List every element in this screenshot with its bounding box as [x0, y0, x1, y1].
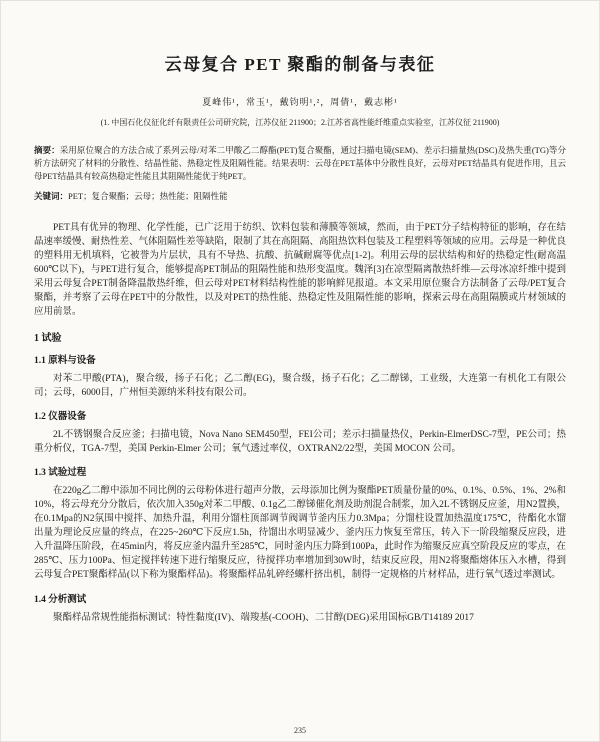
subsection-heading-materials: 1.1 原料与设备 [34, 356, 96, 367]
abstract-block [34, 144, 566, 184]
materials-paragraph: 对苯二甲酸(PTA)，聚合级，扬子石化；乙二醇(EG)，聚合级，扬子石化；乙二醇锑，工业级，大连第一有机化工有限公司；云母，6000目，广州恒美源纳米科技有限公司。 [34, 374, 566, 399]
section-heading-experiment: 1 试验 [34, 333, 62, 345]
keywords-label: 关键词： [34, 190, 69, 201]
keywords-block [34, 190, 566, 203]
analysis-paragraph: 聚酯样品常规性能指标测试：特性黏度(IV)、端羧基(-COOH)、二甘醇(DEG)采用国标GB/T14189 2017 [53, 612, 474, 623]
intro-paragraph: PET具有优异的物理、化学性能，已广泛用于纺织、饮料包装和薄膜等领域，然而，由于PET分子结构特征的影响，存在结晶速率缓慢、耐热性差、气体阻隔性差等缺陷，限制了其在高阻隔、高阻热饮料包装及工程塑料等领域的应用。云母是一种优良的塑料用无机填料，它被誉为片层状，具有不导热、抗酸、抗碱耐腐等优点[1-2]。利用云母的层状结构和好的热稳定性(耐高温600℃以下)，与PET进行复合，能够提高PET制品的阻隔性能和热形变温度。魏泽[3]在凉型隔离散热纤维—云母冰凉纤维中提到采用云母复合PET制备降温散热纤维，但云母对PET材料结构性能的影响鲜见报道。本文采用原位聚合方法制备了云母/PET复合聚酯，并考察了云母在PET中的分散性，以及对PET的热性能、热稳定性及阻隔性能的影响，探索云母在高阻隔膜或片材领域的应用前景。 [34, 222, 567, 317]
instruments-paragraph: 2L不锈钢聚合反应釜；扫描电镜，Nova Nano SEM450型，FEI公司；差示扫描量热仪，Perkin-ElmerDSC-7型，PE公司；热重分析仪，TGA-7型，美国 Perkin-Elmer 公司；氧气透过率仪，OXTRAN2/22型，美国 MOCON 公司。 [34, 430, 566, 455]
authors-line: 夏峰伟¹，常玉¹，戴钧明¹,²，周倩¹，戴志彬¹ [202, 97, 398, 107]
affiliation-line: (1. 中国石化仪征化纤有限责任公司研究院，江苏仪征 211900；2.江苏省高性能纤维重点实验室，江苏仪征 211900) [100, 118, 500, 127]
abstract-text: 采用原位聚合的方法合成了系列云母/对苯二甲酸乙二醇酯(PET)复合聚酯，通过扫描电镜(SEM)、差示扫描量热(DSC)及热失重(TG)等分析方法研究了材料的分散性、结晶性能、热稳定性及阻隔性能。结果表明：云母在PET基体中分散性良好，云母对PET结晶具有促进作用，且云母PET结晶具有较高热稳定性能且其阻隔性能优于纯PET。 [34, 145, 566, 182]
subsection-heading-analysis: 1.4 分析测试 [34, 594, 87, 605]
abstract-label: 摘要： [34, 145, 60, 155]
keywords-text: PET；复合聚酯；云母；热性能；阻隔性能 [68, 190, 228, 201]
subsection-heading-procedure: 1.3 试验过程 [34, 468, 87, 479]
subsection-heading-instruments: 1.2 仪器设备 [34, 412, 87, 423]
procedure-paragraph: 在220g乙二醇中添加不同比例的云母粉体进行超声分散，云母添加比例为聚酯PET质量份量的0%、0.1%、0.5%、1%、2%和10%，将云母充分分散后，依次加入350g对苯二甲酸、0.1g乙二醇锑催化剂及助剂混合制浆，加入2L不锈钢反应釜，用N2置换，在0.1Mpa的N2氛围中搅拌、加热升温，利用分馏柱顶部调节阀调节釜内压力0.3Mpa；分馏柱设置加热温度175℃，待酯化水馏出量为理论反应量的终点，在225~260℃下反应1.5h，待馏出水明显减少、釜内压力恢复至常压，转入下一阶段缩聚反应段，进入升温降压阶段，在45min内，将反应釜内温升至285℃，同时釜内压力降到100Pa，此时作为缩聚反应真空阶段反应的零点，在285℃、压力100Pa、恒定搅拌转速下进行缩聚反应，待搅拌功率增加到30W时，结束反应段，用N2将聚酯熔体压入水槽，得到云母复合PET聚酯样品(以下称为聚酯样品)。将聚酯样品轧碎经螺杆挤出机，制得一定规格的片材样品，进行氧气透过率测试。 [34, 486, 566, 581]
paper-title: 云母复合 PET 聚酯的制备与表征 [164, 55, 436, 74]
page-number: 235 [294, 726, 306, 735]
